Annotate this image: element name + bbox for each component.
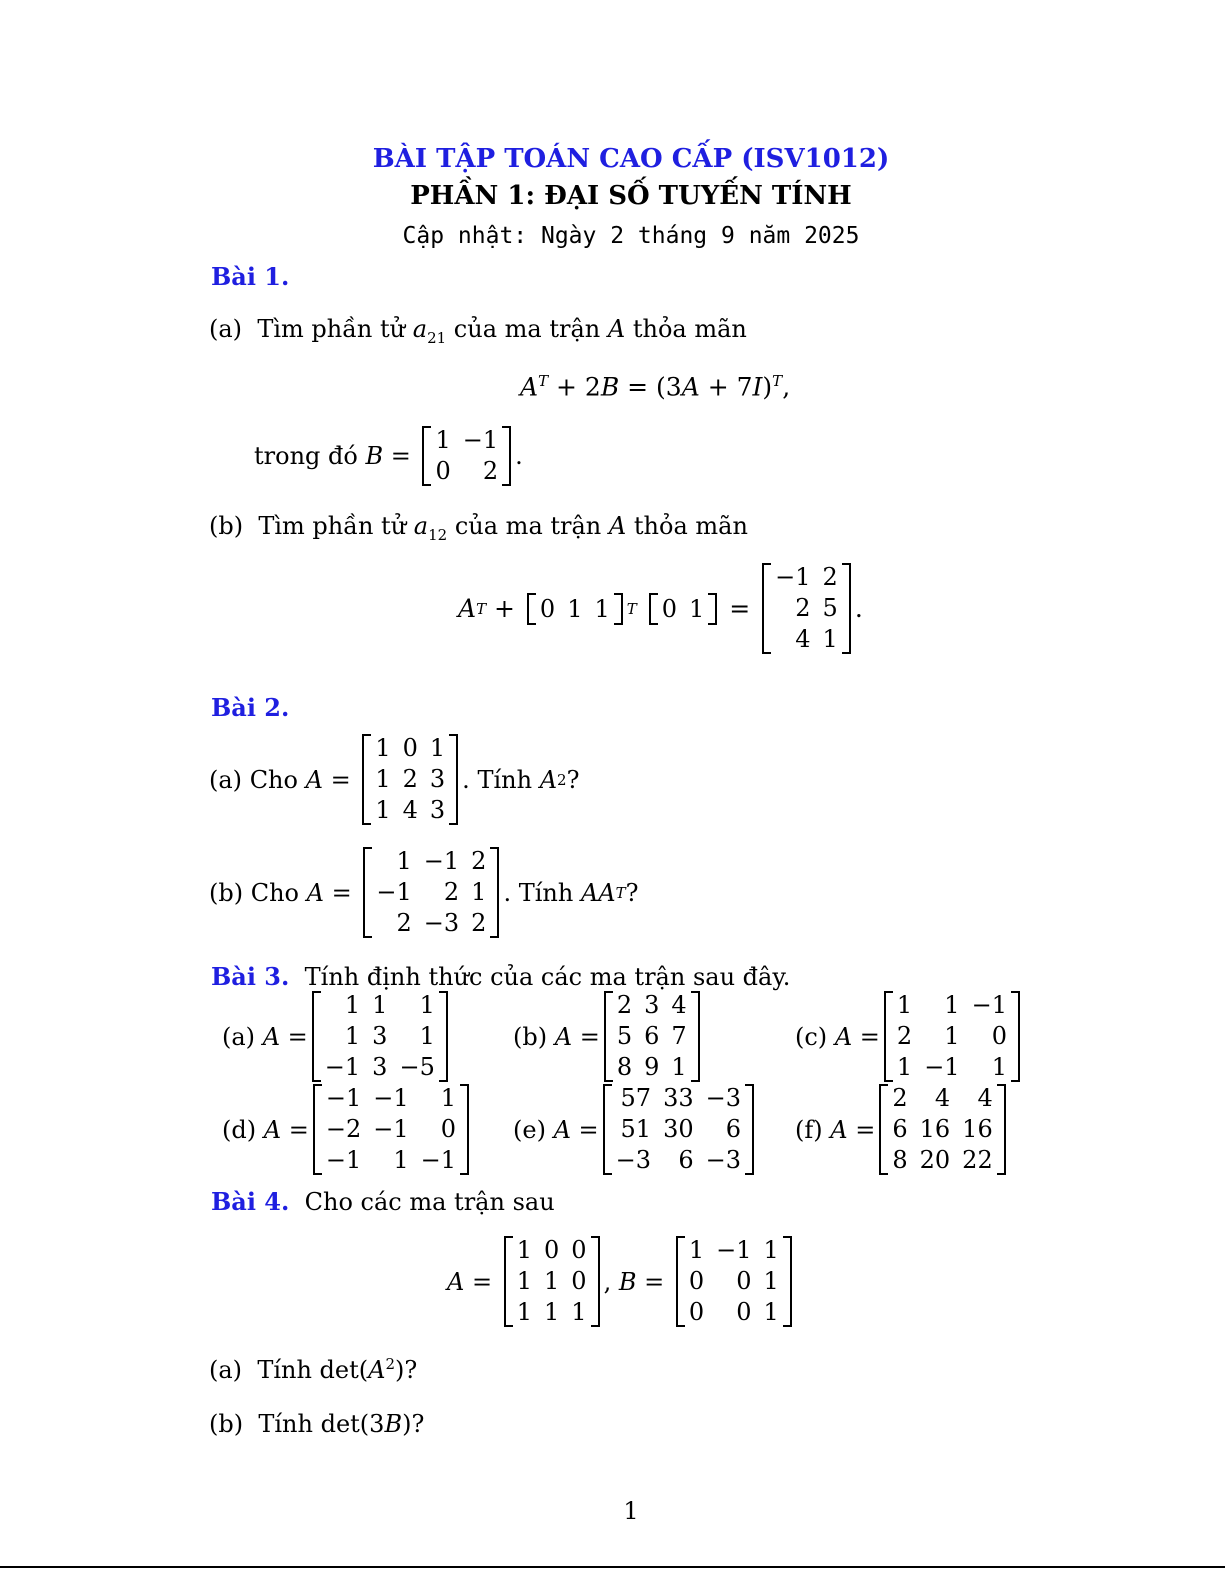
matrix-cell: 9 (644, 1053, 660, 1081)
matrix-cell: 2 (795, 594, 811, 622)
matrix-right-bracket (842, 563, 851, 654)
bai4-text: Cho các ma trận sau (304, 1188, 555, 1216)
matrix-row (611, 990, 693, 1021)
matrix-row (534, 592, 616, 626)
bai3-f-label: (f) (795, 1115, 823, 1144)
matrix-cell: 1 (763, 1298, 779, 1326)
matrix-right-bracket (691, 991, 700, 1082)
bai3-item-f: (f) A = 2 4 4 6 16 16 8 20 22 (795, 1083, 1010, 1176)
matrix-row (886, 1083, 998, 1114)
matrix-cell: 1 (594, 594, 610, 623)
matrix-row (886, 1114, 998, 1145)
matrix-cell: 1 (375, 796, 391, 824)
matrix-right-bracket (490, 847, 499, 938)
matrix-cell: 0 (440, 1115, 456, 1143)
matrix-cell: 1 (396, 847, 412, 875)
matrix-grid (891, 990, 1013, 1083)
matrix-row (769, 624, 844, 655)
matrix-left-bracket (879, 1084, 888, 1175)
matrix-cell: 1 (419, 1022, 435, 1050)
matrix-row (656, 592, 711, 626)
matrix-cell: 1 (435, 426, 451, 454)
updated-date: Cập nhật: Ngày 2 tháng 9 năm 2025 (402, 223, 860, 249)
matrix-cell: 6 (725, 1115, 741, 1143)
matrix-cell: 0 (736, 1298, 752, 1326)
matrix-grid (534, 592, 616, 626)
matrix-row (319, 1021, 441, 1052)
matrix-cell: −1 (325, 1146, 362, 1174)
matrix-cell: −1 (324, 1053, 361, 1081)
matrix-cell: 1 (516, 1236, 532, 1264)
matrix-cell: 4 (795, 625, 811, 653)
matrix-cell: 1 (375, 765, 391, 793)
bai3-b-label: (b) (513, 1022, 548, 1051)
matrix-cell: −1 (420, 1146, 456, 1174)
bai1-a-equation: $A^T + 2B = (3A + 7I)^T$, (520, 372, 791, 402)
matrix-row (429, 425, 504, 456)
matrix-row (319, 990, 441, 1021)
bai1-matrix-B (422, 425, 511, 487)
matrix-cell: 5 (822, 594, 838, 622)
matrix-cell: 1 (822, 625, 838, 653)
matrix-right-bracket (502, 426, 511, 486)
matrix-cell: 1 (393, 1146, 409, 1174)
matrix-row (511, 1235, 593, 1266)
matrix-cell: −3 (423, 909, 460, 937)
matrix-right-bracket (449, 734, 458, 825)
matrix-cell: 1 (763, 1267, 779, 1295)
matrix-row (683, 1266, 785, 1297)
matrix-cell: 1 (944, 991, 960, 1019)
bai2-b-tinh: Tính (518, 878, 574, 907)
matrix-right-bracket (783, 1236, 792, 1327)
matrix-cell: 2 (471, 909, 487, 937)
bai1-b-text2: của ma trận (454, 512, 602, 540)
matrix-left-bracket (422, 426, 431, 486)
bai3-text: Tính định thức của các ma trận sau đây. (304, 963, 791, 991)
matrix-cell: 6 (892, 1115, 908, 1143)
bai3-e-label: (e) (513, 1115, 546, 1144)
bai4-b: (b) Tính det(3B)? (209, 1410, 425, 1438)
matrix-cell: 20 (919, 1146, 951, 1174)
matrix-cell: −1 (924, 1053, 960, 1081)
matrix-row (370, 908, 492, 939)
matrix-cell: −1 (775, 563, 811, 591)
matrix-grid (769, 562, 844, 655)
bai1-a-condition: trong đó B = 1 −1 0 2 . (254, 426, 523, 485)
matrix-cell: −3 (615, 1146, 652, 1174)
matrix-cell: 7 (671, 1022, 687, 1050)
matrix-cell: 2 (396, 909, 412, 937)
matrix-cell: 0 (435, 457, 451, 485)
bai4-matrices: A = 1 0 0 1 1 0 1 1 1 , B = 1 −1 1 0 0 1 0 0 1 (447, 1235, 796, 1328)
matrix-cell: 2 (443, 878, 460, 906)
matrix-cell: 1 (516, 1267, 532, 1295)
matrix-cell: 1 (419, 991, 435, 1019)
document-subtitle: PHẦN 1: ĐẠI SỐ TUYẾN TÍNH (410, 181, 852, 211)
bai2-a-tinh: Tính (477, 765, 533, 794)
bai3-c-label: (c) (795, 1022, 828, 1051)
matrix-right-bracket (745, 1084, 754, 1175)
matrix-cell: 1 (429, 734, 446, 762)
matrix-grid (370, 846, 492, 939)
matrix-cell: 3 (644, 991, 660, 1019)
bai1-rhs-matrix (762, 562, 851, 655)
matrix-cell: −3 (705, 1146, 741, 1174)
bai4-heading: Bài 4. (211, 1187, 290, 1216)
matrix-row (610, 1145, 747, 1176)
matrix-left-bracket (603, 1084, 612, 1175)
bai2-a-cho: Cho (249, 765, 298, 794)
matrix-row (610, 1114, 747, 1145)
matrix-cell: 1 (440, 1084, 456, 1112)
bai3-item-a: (a) A = 1 1 1 1 3 1 −1 3 −5 (222, 990, 452, 1083)
matrix-cell: 2 (402, 765, 418, 793)
matrix-row (320, 1145, 462, 1176)
matrix-cell: 2 (471, 847, 487, 875)
matrix-cell: 0 (688, 1298, 705, 1326)
matrix-cell: 0 (402, 734, 418, 762)
bai1-b-label: (b) (209, 512, 244, 540)
bai2-b: (b) Cho A = 1 −1 2 −1 2 1 2 −3 2 . Tính AA T ? (209, 847, 639, 937)
matrix-cell: 1 (544, 1298, 560, 1326)
bai1-a-text3: thỏa mãn (632, 315, 747, 343)
matrix-left-bracket (884, 991, 893, 1082)
matrix-grid (320, 1083, 462, 1176)
bai3-item-c: (c) A = 1 1 −1 2 1 0 1 −1 1 (795, 990, 1024, 1083)
bai4-a: (a) Tính $\det(A^2)$? (209, 1355, 418, 1384)
matrix-row (886, 1145, 998, 1176)
matrix-cell: −1 (971, 991, 1007, 1019)
matrix-cell: −1 (376, 878, 412, 906)
bai3-matrix-a (312, 990, 448, 1083)
bai2-b-label: (b) (209, 878, 244, 907)
matrix-cell: 1 (688, 1236, 705, 1264)
matrix-cell: 30 (663, 1115, 694, 1143)
matrix-cell: 0 (661, 594, 678, 623)
matrix-cell: 1 (671, 1053, 687, 1081)
bottom-rule (0, 1566, 1225, 1568)
bai3-matrix-b (604, 990, 700, 1083)
matrix-left-bracket (604, 991, 613, 1082)
matrix-grid (610, 1083, 747, 1176)
matrix-cell: 1 (896, 991, 913, 1019)
matrix-cell: 1 (896, 1053, 913, 1081)
matrix-cell: 6 (678, 1146, 694, 1174)
matrix-row (769, 593, 844, 624)
matrix-cell: −1 (423, 847, 460, 875)
matrix-cell: −1 (462, 426, 499, 454)
bai2-a: (a) Cho A = 1 0 1 1 2 3 1 4 3 . Tính A 2 ? (209, 734, 580, 824)
bai3-a-label: (a) (222, 1022, 256, 1051)
matrix-cell: 0 (539, 594, 556, 623)
matrix-left-bracket (762, 563, 771, 654)
matrix-cell: 8 (616, 1053, 633, 1081)
matrix-cell: 0 (544, 1236, 560, 1264)
matrix-cell: 57 (620, 1084, 652, 1112)
matrix-row (320, 1083, 462, 1114)
matrix-cell: 0 (571, 1236, 587, 1264)
matrix-cell: 1 (944, 1022, 960, 1050)
bai2-heading: Bài 2. (211, 693, 290, 722)
matrix-row (369, 764, 451, 795)
matrix-cell: 16 (962, 1115, 993, 1143)
bai3-statement (211, 962, 790, 991)
bai1-row-vector (527, 592, 623, 626)
matrix-cell: 2 (822, 563, 838, 591)
matrix-grid (656, 592, 711, 626)
matrix-left-bracket (527, 593, 536, 625)
matrix-cell: 2 (616, 991, 633, 1019)
matrix-cell: 8 (892, 1146, 908, 1174)
matrix-cell: 3 (372, 1053, 388, 1081)
bai1-b-text: Tìm phần tử (258, 512, 407, 540)
matrix-row (683, 1297, 785, 1328)
matrix-cell: 16 (919, 1115, 951, 1143)
matrix-cell: 1 (471, 878, 487, 906)
document-title: BÀI TẬP TOÁN CAO CẤP (ISV1012) (372, 144, 890, 174)
matrix-right-bracket (460, 1084, 469, 1175)
matrix-row (370, 877, 492, 908)
matrix-cell: −2 (325, 1115, 362, 1143)
matrix-grid (611, 990, 693, 1083)
bai2-a-matrix (362, 733, 458, 826)
matrix-cell: 3 (372, 1022, 388, 1050)
bai2-b-matrix (363, 846, 499, 939)
bai1-trong-do: trong đó (254, 442, 358, 470)
matrix-cell: −3 (705, 1084, 741, 1112)
bai1-a-text2: của ma trận (453, 315, 601, 343)
matrix-cell: 1 (689, 594, 705, 623)
bai4-statement (211, 1187, 555, 1216)
matrix-left-bracket (313, 1084, 322, 1175)
bai1-a-statement: (a) Tìm phần tử $a_{21}$ của ma trận A thỏa mãn (209, 315, 747, 347)
matrix-right-bracket (614, 593, 623, 625)
matrix-row (511, 1297, 593, 1328)
matrix-cell: −1 (373, 1115, 409, 1143)
matrix-cell: −5 (399, 1053, 435, 1081)
matrix-cell: 1 (567, 594, 583, 623)
bai1-heading: Bài 1. (211, 262, 290, 291)
matrix-row (429, 456, 504, 487)
bai4-a-text: Tính det( (257, 1356, 369, 1384)
matrix-cell: 22 (962, 1146, 993, 1174)
bai3-heading: Bài 3. (211, 962, 290, 991)
matrix-cell: 51 (620, 1115, 652, 1143)
bai3-item-d: (d) A = −1 −1 1 −2 −1 0 −1 1 −1 (222, 1083, 473, 1176)
matrix-row (369, 733, 451, 764)
page-number: 1 (623, 1497, 639, 1525)
matrix-right-bracket (439, 991, 448, 1082)
bai2-b-cho: Cho (250, 878, 300, 907)
matrix-cell: 1 (344, 1022, 361, 1050)
bai3-matrix-c (884, 990, 1020, 1083)
matrix-cell: 0 (991, 1022, 1007, 1050)
bai1-b-equation: A T + 0 1 1 T 0 1 = −1 2 2 5 4 1 . (458, 563, 863, 653)
matrix-right-bracket (997, 1084, 1006, 1175)
matrix-cell: 1 (571, 1298, 587, 1326)
bai3-matrix-f (879, 1083, 1005, 1176)
matrix-row (891, 1052, 1013, 1083)
matrix-cell: −1 (373, 1084, 409, 1112)
matrix-cell: 4 (671, 991, 687, 1019)
matrix-row (319, 1052, 441, 1083)
matrix-left-bracket (312, 991, 321, 1082)
matrix-cell: 1 (375, 734, 391, 762)
bai4-matrix-A (504, 1235, 600, 1328)
bai3-matrix-d (313, 1083, 469, 1176)
matrix-cell: −1 (716, 1236, 752, 1264)
bai4-matrix-B (676, 1235, 792, 1328)
matrix-grid (429, 425, 504, 487)
matrix-row (511, 1266, 593, 1297)
bai4-a-label: (a) (209, 1356, 243, 1384)
matrix-cell: 6 (644, 1022, 660, 1050)
matrix-left-bracket (649, 593, 658, 625)
matrix-row (370, 846, 492, 877)
matrix-cell: 1 (372, 991, 388, 1019)
matrix-left-bracket (504, 1236, 513, 1327)
matrix-cell: −1 (325, 1084, 362, 1112)
matrix-cell: 4 (977, 1084, 993, 1112)
bai1-b-text3: thỏa mãn (633, 512, 748, 540)
matrix-grid (683, 1235, 785, 1328)
matrix-cell: 5 (616, 1022, 633, 1050)
bai2-a-label: (a) (209, 765, 243, 794)
matrix-row (891, 1021, 1013, 1052)
bai3-d-label: (d) (222, 1115, 257, 1144)
bai1-row-vector-2 (649, 592, 718, 626)
matrix-right-bracket (708, 593, 717, 625)
bai4-b-text: Tính det(3 (258, 1410, 385, 1438)
matrix-row (611, 1021, 693, 1052)
matrix-left-bracket (363, 847, 372, 938)
matrix-cell: 3 (429, 796, 446, 824)
matrix-row (683, 1235, 785, 1266)
bai3-item-b: (b) A = 2 3 4 5 6 7 8 9 1 (513, 990, 704, 1083)
matrix-cell: 1 (344, 991, 361, 1019)
matrix-left-bracket (362, 734, 371, 825)
matrix-row (369, 795, 451, 826)
matrix-row (610, 1083, 747, 1114)
matrix-cell: 0 (571, 1267, 587, 1295)
bai3-item-e: (e) A = 57 33 −3 51 30 6 −3 6 −3 (513, 1083, 758, 1176)
matrix-cell: 0 (688, 1267, 705, 1295)
matrix-right-bracket (591, 1236, 600, 1327)
matrix-cell: 1 (763, 1236, 779, 1264)
matrix-cell: 4 (402, 796, 418, 824)
matrix-cell: 2 (896, 1022, 913, 1050)
matrix-cell: 33 (663, 1084, 694, 1112)
matrix-grid (319, 990, 441, 1083)
matrix-grid (511, 1235, 593, 1328)
bai1-a-label: (a) (209, 315, 243, 343)
matrix-cell: 1 (544, 1267, 560, 1295)
matrix-cell: 1 (516, 1298, 532, 1326)
matrix-grid (886, 1083, 998, 1176)
matrix-cell: 3 (429, 765, 446, 793)
matrix-row (320, 1114, 462, 1145)
matrix-row (769, 562, 844, 593)
matrix-grid (369, 733, 451, 826)
bai1-a-text: Tìm phần tử (257, 315, 406, 343)
bai3-matrix-e (603, 1083, 754, 1176)
matrix-cell: 4 (934, 1084, 951, 1112)
matrix-row (611, 1052, 693, 1083)
matrix-right-bracket (1011, 991, 1020, 1082)
bai4-b-label: (b) (209, 1410, 244, 1438)
matrix-cell: 0 (736, 1267, 752, 1295)
matrix-left-bracket (676, 1236, 685, 1327)
matrix-cell: 1 (991, 1053, 1007, 1081)
bai1-b-statement: (b) Tìm phần tử $a_{12}$ của ma trận A thỏa mãn (209, 512, 748, 544)
matrix-cell: 2 (892, 1084, 908, 1112)
matrix-row (891, 990, 1013, 1021)
matrix-cell: 2 (482, 457, 499, 485)
